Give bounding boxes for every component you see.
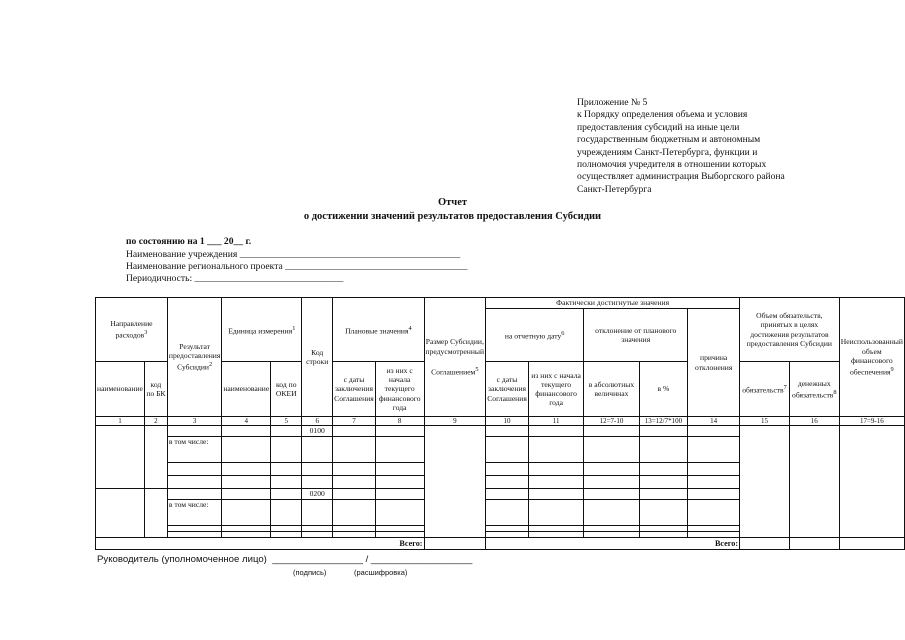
report-title: Отчет — [437, 197, 468, 208]
appendix-line: учреждениям Санкт-Петербурга, функции и — [577, 146, 758, 158]
header-subsidy-size: Размер Субсидии, предусмотренный Соглашением$^5$ — [424, 298, 486, 417]
header-obligations: Объем обязательств, принятых в целях достижения результатов предоставления Субсидии — [740, 298, 840, 362]
sub-money-obligations: денежных обязательств$^8$ — [789, 362, 839, 417]
sub-okei-code: код по ОКЕИ — [271, 362, 302, 417]
header-deviation-reason: причина отклонения — [688, 309, 740, 417]
sub-actual-current-year: из них с начала текущего финансового года — [528, 362, 583, 417]
col-number: 10 — [486, 417, 529, 426]
including-label: в том числе: — [167, 437, 221, 463]
appendix-block — [577, 97, 887, 196]
signature-caption: (подпись) — [293, 568, 327, 577]
total-label: Всего: — [486, 538, 740, 550]
header-unused: Неиспользованный объем финансового обеспечения$^9$ — [839, 298, 904, 417]
col-number: 9 — [424, 417, 486, 426]
sub-name: наименование — [96, 362, 145, 417]
total-label: Всего: — [96, 538, 425, 550]
sub-planned-from-date: с даты заключения Соглашения — [333, 362, 376, 417]
header-planned: Плановые значения$^4$ — [333, 298, 424, 362]
sub-bk-code: код по БК — [144, 362, 167, 417]
decryption-caption: (расшифровка) — [354, 568, 408, 577]
header-reporting-date: на отчетную дату$^6$ — [486, 309, 584, 362]
sub-unit-name: наименование — [222, 362, 271, 417]
col-number: 3 — [167, 417, 221, 426]
col-number: 2 — [144, 417, 167, 426]
appendix-line: осуществляет администрация Выборгского района — [577, 171, 785, 183]
report-date: по состоянию на 1 ___ 20__ г. — [126, 236, 252, 247]
appendix-line: Санкт-Петербурга — [577, 183, 652, 195]
col-number: 11 — [528, 417, 583, 426]
appendix-line: предоставления субсидий на иные цели — [577, 121, 740, 133]
header-deviation: отклонение от планового значения — [584, 309, 688, 362]
row-code: 0100 — [302, 426, 333, 437]
header-actual: Фактически достигнутые значения — [486, 298, 740, 309]
signature-label: Руководитель (уполномоченное лицо) _________________ / ___________________ — [97, 554, 473, 565]
period-field: Периодичность: _______________________________ — [126, 273, 344, 284]
appendix-line: к Порядку определения объема и условия — [577, 109, 748, 121]
header-unit: Единица измерения$^1$ — [222, 298, 302, 362]
appendix-line: государственным бюджетным и автономным — [577, 134, 761, 146]
col-number: 7 — [333, 417, 376, 426]
sub-actual-from-date: с даты заключения Соглашения — [486, 362, 529, 417]
total-row — [96, 538, 905, 550]
report-table — [95, 297, 905, 550]
col-number: 13=12/7*100 — [639, 417, 688, 426]
appendix-line: Приложение № 5 — [577, 97, 648, 108]
sub-planned-current-year: из них с начала текущего финансового года — [375, 362, 424, 417]
col-number: 12=7-10 — [584, 417, 639, 426]
col-number: 16 — [789, 417, 839, 426]
signature-line: _________________ / ___________________ — [272, 554, 473, 565]
col-number: 17=9-16 — [839, 417, 904, 426]
col-number: 1 — [96, 417, 145, 426]
sub-obligations: обязательств$^7$ — [740, 362, 790, 417]
including-label: в том числе: — [167, 500, 221, 526]
header-row-code: Код строки — [302, 298, 333, 417]
table-row — [96, 426, 905, 437]
report-subtitle: о достижении значений результатов предоставления Субсидии — [303, 211, 602, 222]
sub-deviation-pct: в % — [639, 362, 688, 417]
header-direction: Направление расходов$^3$ — [96, 298, 168, 362]
institution-field: Наименование учреждения ______________________________________________ — [126, 249, 461, 260]
col-number: 6 — [302, 417, 333, 426]
column-numbers-row — [96, 417, 905, 426]
col-number: 15 — [740, 417, 790, 426]
col-number: 8 — [375, 417, 424, 426]
col-number: 14 — [688, 417, 740, 426]
header-result: Результат предоставления Субсидии$^2$ — [167, 298, 221, 417]
sub-deviation-abs: в абсолютных величинах — [584, 362, 639, 417]
project-field: Наименование регионального проекта ______________________________________ — [126, 261, 468, 272]
col-number: 4 — [222, 417, 271, 426]
row-code: 0200 — [302, 489, 333, 500]
col-number: 5 — [271, 417, 302, 426]
appendix-line: полномочия учредителя в отношении которых — [577, 159, 767, 171]
